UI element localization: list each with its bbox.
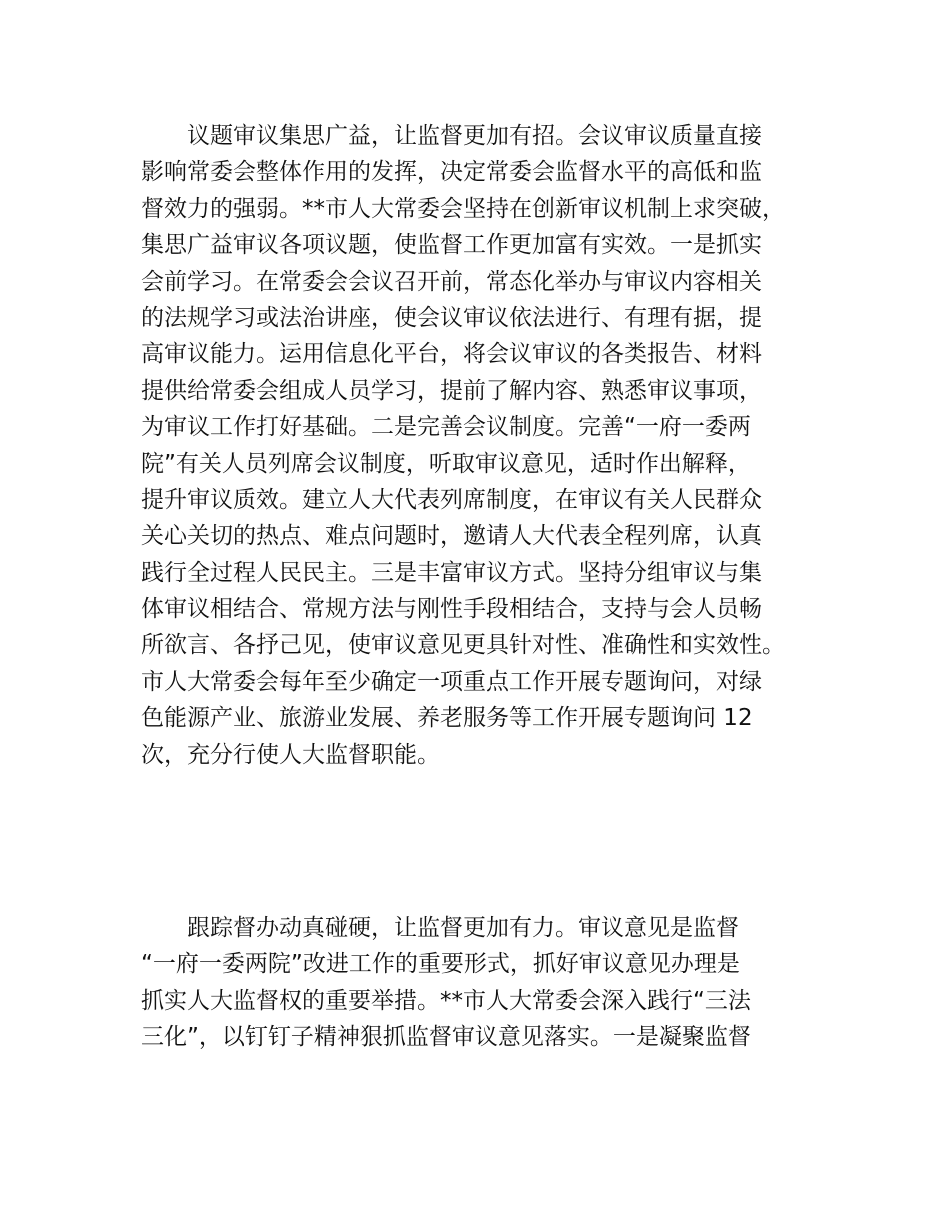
text-line: 三化”，以钉钉子精神狠抓监督审议意见落实。一是凝聚监督 [141,1024,751,1051]
text-line: 院”有关人员列席会议制度，听取审议意见，适时作出解释， [141,450,751,477]
text-line: 的法规学习或法治讲座，使会议审议依法进行、有理有据，提 [141,304,762,331]
text-line: 市人大常委会每年至少确定一项重点工作开展专题询问，对绿 [141,668,762,695]
paragraph-supervision [141,910,841,1056]
text-line: 为审议工作打好基础。二是完善会议制度。完善“一府一委两 [141,414,751,441]
text-line: 关心关切的热点、难点问题时，邀请人大代表全程列席，认真 [141,523,762,550]
text-line: 高审议能力。运用信息化平台，将会议审议的各类报告、材料 [141,341,762,368]
text-line: 会前学习。在常委会会议召开前，常态化举办与审议内容相关 [141,268,762,295]
text-line: 色能源产业、旅游业发展、养老服务等工作开展专题询问 12 [141,705,753,732]
text-line: 所欲言、各抒己见，使审议意见更具针对性、准确性和实效性。 [141,632,785,659]
text-line: 跟踪督办动真碰硬，让监督更加有力。审议意见是监督 [187,915,739,941]
text-line: 议题审议集思广益，让监督更加有招。会议审议质量直接 [187,123,762,149]
text-line: 集思广益审议各项议题，使监督工作更加富有实效。一是抓实 [141,232,762,259]
text-line: 践行全过程人民民主。三是丰富审议方式。坚持分组审议与集 [141,559,762,586]
text-line: 抓实人大监督权的重要举措。**市人大常委会深入践行“三法 [141,987,751,1014]
text-line: 体审议相结合、常规方法与刚性手段相结合，支持与会人员畅 [141,596,762,623]
text-line: 次，充分行使人大监督职能。 [141,741,440,768]
text-line: 督效力的强弱。**市人大常委会坚持在创新审议机制上求突破， [141,195,785,222]
text-line: 影响常委会整体作用的发挥，决定常委会监督水平的高低和监 [141,159,762,186]
paragraph-deliberation [141,118,841,773]
text-line: 提供给常委会组成人员学习，提前了解内容、熟悉审议事项， [141,377,762,404]
text-line: 提升审议质效。建立人大代表列席制度，在审议有关人民群众 [141,486,762,513]
text-line: “一府一委两院”改进工作的重要形式，抓好审议意见办理是 [141,951,740,978]
